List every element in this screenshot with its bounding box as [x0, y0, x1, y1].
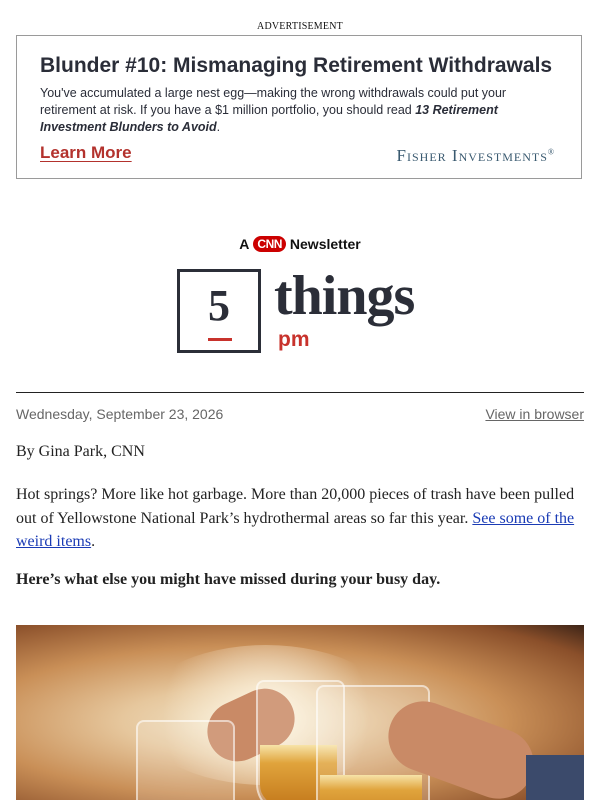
logo-number: 5 [208, 281, 230, 330]
ad-body [40, 85, 530, 136]
newsletter-prefix: A [239, 236, 250, 252]
logo-word: things [274, 265, 415, 327]
learn-more-link[interactable]: Learn More [40, 143, 132, 162]
logo-sub: pm [278, 328, 310, 351]
hero-image-toast[interactable] [16, 625, 584, 800]
five-things-logo-box [177, 269, 261, 353]
hero-glass-left [136, 720, 235, 800]
hero-sleeve-right [526, 755, 584, 800]
issue-date: Wednesday, September 23, 2026 [16, 406, 224, 422]
newsletter-byline [0, 236, 600, 252]
logo-dash [208, 338, 232, 341]
intro-end: . [91, 533, 96, 550]
ad-banner[interactable] [16, 35, 582, 179]
ad-body-text: You've accumulated a large nest egg—making the wrong withdrawals could put your retirement at risk. If you have a $1 million portfolio, you should read [40, 86, 507, 117]
brand-name: Fisher Investments [396, 146, 548, 165]
intro-text: Hot springs? More like hot garbage. More than 20,000 pieces of trash have been pulled out of Yellowstone National Park’s hydrothermal areas so far this year. [16, 486, 575, 527]
newsletter-suffix: Newsletter [289, 236, 361, 252]
fisher-investments-logo [397, 146, 555, 166]
hero-beer-right [320, 775, 422, 800]
missed-heading: Here’s what else you might have missed during your busy day. [16, 571, 441, 588]
header-divider [16, 392, 584, 393]
ad-body-end: . [216, 120, 221, 134]
intro-paragraph [16, 483, 584, 554]
cnn-logo: CNN [253, 236, 286, 252]
registered-mark: ® [547, 147, 555, 157]
ad-headline[interactable]: Blunder #10: Mismanaging Retirement Withdrawals [40, 54, 553, 77]
advertisement-label: ADVERTISEMENT [257, 21, 343, 32]
ad-body-emphasis: 13 Retirement Investment Blunders to Avoid [40, 103, 498, 134]
author-byline: By Gina Park, CNN [16, 443, 145, 460]
view-in-browser-link[interactable]: View in browser [485, 406, 584, 422]
weird-items-link[interactable]: See some of the weird items [16, 509, 575, 550]
